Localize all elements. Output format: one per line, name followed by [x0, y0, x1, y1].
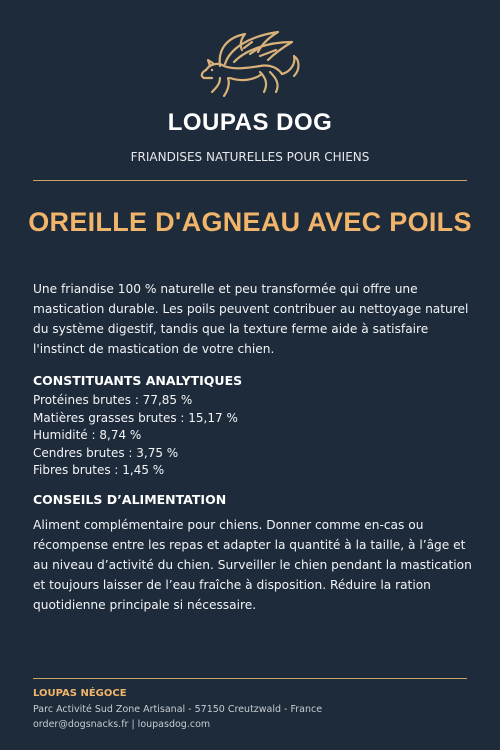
footer-divider [33, 678, 467, 679]
tagline: FRIANDISES NATURELLES POUR CHIENS [130, 150, 370, 164]
footer-contact[interactable]: order@dogsnacks.fr | loupasdog.com [33, 719, 211, 730]
product-intro: Une friandise 100 % naturelle et peu transformée qui offre une mastication durable. Les poils peuvent contribuer au nettoyage naturel du système digestif, tandis que la texture ferme aide à satisfaire l'instinct de mastication de votre chien. [33, 282, 469, 356]
winged-dog-icon [190, 26, 310, 106]
product-title: OREILLE D'AGNEAU AVEC POILS [28, 207, 472, 237]
analytic-item: Cendres brutes : 3,75 % [33, 445, 179, 460]
analytic-item: Matières grasses brutes : 15,17 % [33, 410, 238, 425]
analytic-heading: CONSTITUANTS ANALYTIQUES [33, 373, 243, 388]
analytic-list [33, 392, 238, 480]
footer-address: Parc Activité Sud Zone Artisanal - 57150 Creutzwald - France [33, 704, 323, 715]
analytic-item: Fibres brutes : 1,45 % [33, 463, 165, 477]
footer-company: LOUPAS NÉGOCE [33, 688, 127, 699]
brand-name: LOUPAS DOG [167, 109, 333, 136]
analytic-item: Humidité : 8,74 % [33, 428, 142, 442]
feeding-text: Aliment complémentaire pour chiens. Donner comme en-cas ou récompense entre les repas et adapter la quantité à la taille, à l’âge et au niveau d’activité du chien. Surveiller le chien pendant la mastication et toujours laisser de l’eau fraîche à disposition. Réduire la ration quotidienne principale si nécessaire. [33, 518, 472, 612]
header-divider [33, 180, 467, 181]
feeding-heading: CONSEILS D’ALIMENTATION [33, 492, 227, 507]
analytic-item: Protéines brutes : 77,85 % [33, 393, 193, 407]
